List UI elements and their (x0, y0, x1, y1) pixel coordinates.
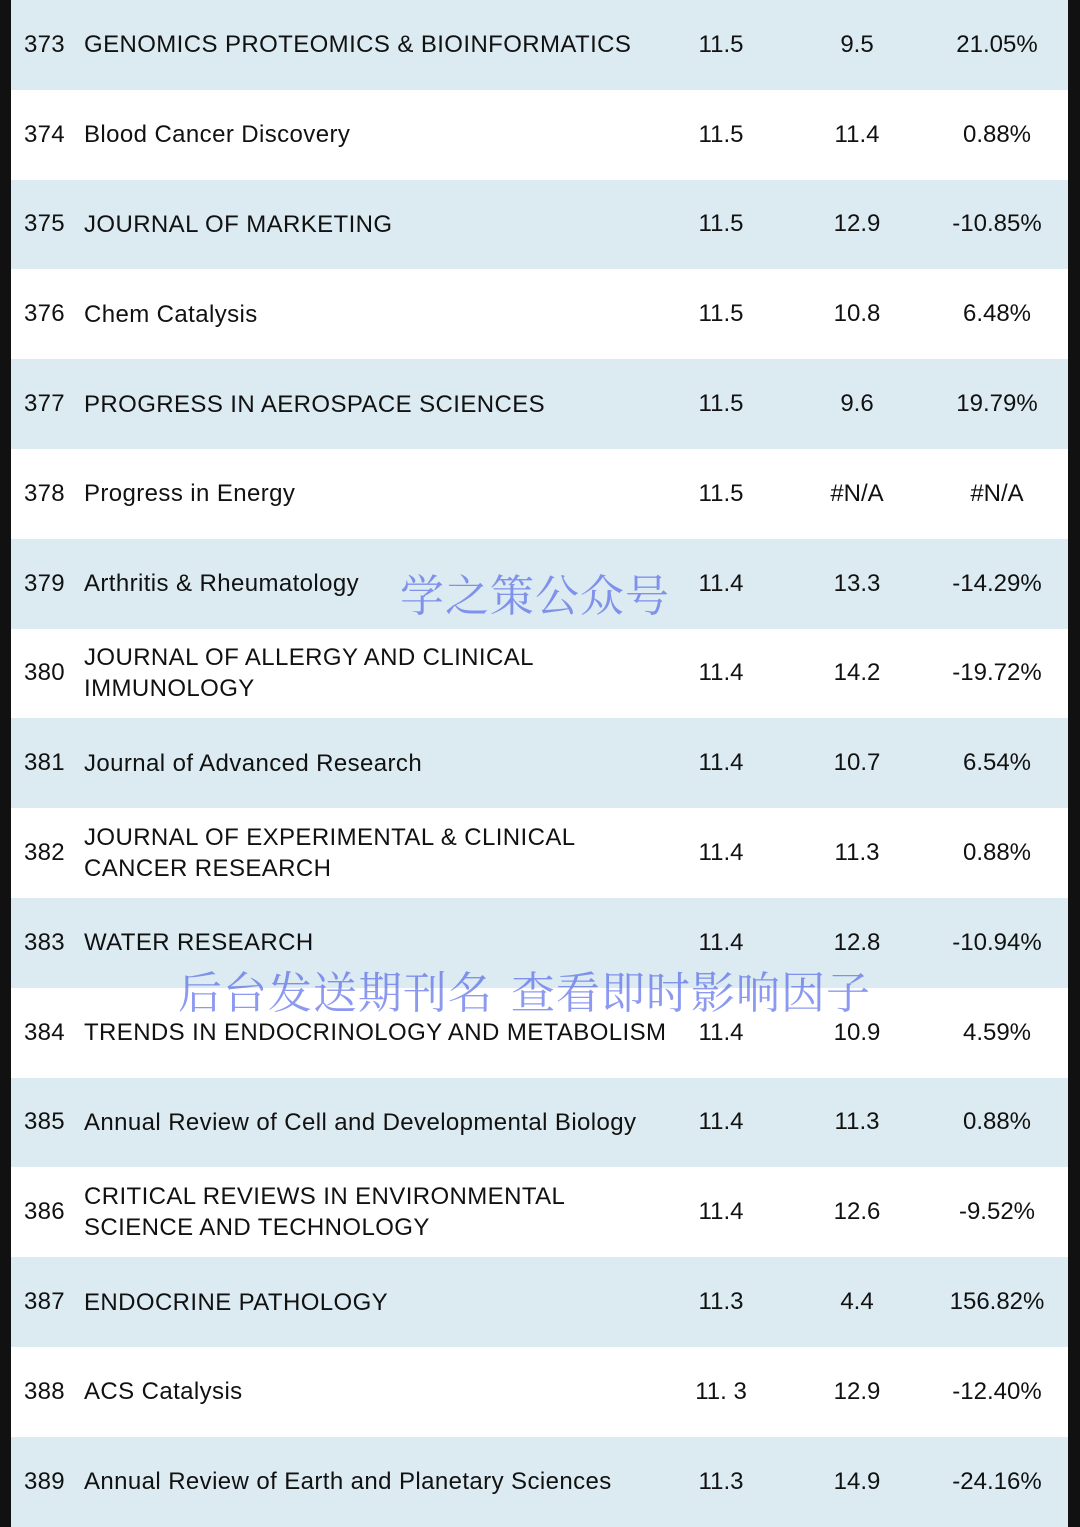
change-percent-cell: -14.29% (952, 569, 1042, 597)
impact-factor-current-cell: 11.3 (698, 1288, 744, 1316)
impact-factor-previous-cell: 11.4 (834, 120, 880, 148)
table-row (11, 269, 1068, 359)
impact-factor-current-cell: 11.5 (698, 120, 744, 148)
rank-cell: 373 (24, 30, 65, 58)
table-row (11, 1437, 1068, 1527)
impact-factor-current-cell: 11.4 (698, 569, 744, 597)
change-percent-cell: 21.05% (956, 30, 1038, 58)
journal-impact-factor-table (11, 0, 1068, 1527)
change-percent-cell: 6.48% (962, 300, 1032, 328)
rank-cell: 388 (24, 1377, 65, 1405)
rank-cell: 380 (24, 659, 65, 687)
impact-factor-previous-cell: 14.2 (833, 659, 881, 687)
journal-name-cell: ACS Catalysis (84, 1378, 243, 1406)
table-row (11, 1257, 1068, 1347)
rank-cell: 381 (24, 749, 65, 777)
table-row (11, 90, 1068, 180)
impact-factor-previous-cell: 13.3 (833, 569, 881, 597)
journal-name-cell: JOURNAL OF MARKETING (84, 210, 393, 238)
rank-cell: 376 (24, 300, 65, 328)
table-row (11, 718, 1068, 808)
impact-factor-previous-cell: 12.9 (833, 210, 881, 238)
table-row (11, 180, 1068, 270)
watermark-account: 学之策公众号 (400, 571, 670, 622)
impact-factor-current-cell: 11.4 (698, 928, 744, 956)
left-frame-edge (0, 0, 11, 1527)
journal-name-cell: Arthritis & Rheumatology (84, 570, 360, 598)
impact-factor-current-cell: 11.4 (698, 1018, 744, 1046)
journal-name-cell: TRENDS IN ENDOCRINOLOGY AND METABOLISM (84, 1019, 667, 1047)
table-row (11, 1078, 1068, 1168)
rank-cell: 386 (24, 1198, 65, 1226)
change-percent-cell: 0.88% (962, 1108, 1032, 1136)
journal-name-cell: PROGRESS IN AEROSPACE SCIENCES (84, 390, 546, 418)
table-row (11, 0, 1068, 90)
impact-factor-previous-cell: 9.6 (840, 390, 874, 418)
impact-factor-previous-cell: 9.5 (840, 30, 874, 58)
table-row (11, 359, 1068, 449)
rank-cell: 389 (24, 1467, 65, 1495)
change-percent-cell: 6.54% (962, 749, 1032, 777)
rank-cell: 387 (24, 1288, 65, 1316)
watermark-prompt (178, 957, 871, 1021)
rank-cell: 375 (24, 210, 65, 238)
impact-factor-current-cell: 11.4 (698, 839, 744, 867)
impact-factor-previous-cell: 12.8 (833, 928, 881, 956)
journal-name-cell: GENOMICS PROTEOMICS & BIOINFORMATICS (84, 31, 632, 59)
impact-factor-current-cell: 11. 3 (695, 1377, 747, 1405)
table-row (11, 1347, 1068, 1437)
journal-name-cell: ENDOCRINE PATHOLOGY (84, 1288, 389, 1316)
impact-factor-current-cell: 11.4 (698, 1108, 744, 1136)
impact-factor-previous-cell: 14.9 (833, 1467, 881, 1495)
rank-cell: 385 (24, 1108, 65, 1136)
watermark-prompt-part-b: 查看即时影响因子 (511, 968, 871, 1019)
rank-cell: 383 (24, 928, 65, 956)
rank-cell: 377 (24, 390, 65, 418)
change-percent-cell: -9.52% (958, 1198, 1036, 1226)
impact-factor-previous-cell: 10.7 (833, 749, 881, 777)
change-percent-cell: 0.88% (962, 120, 1032, 148)
rank-cell: 379 (24, 569, 65, 597)
journal-name-cell: Annual Review of Earth and Planetary Sciences (84, 1468, 612, 1496)
journal-name-cell: Annual Review of Cell and Developmental Biology (84, 1108, 637, 1136)
impact-factor-previous-cell: 12.6 (833, 1198, 881, 1226)
change-percent-cell: -24.16% (952, 1467, 1042, 1495)
impact-factor-previous-cell: 12.9 (833, 1377, 881, 1405)
impact-factor-previous-cell: 11.3 (834, 1108, 880, 1136)
impact-factor-previous-cell: 11.3 (834, 839, 880, 867)
impact-factor-current-cell: 11.5 (698, 479, 744, 507)
change-percent-cell: -19.72% (952, 659, 1042, 687)
table-row (11, 449, 1068, 539)
journal-name-cell: JOURNAL OF ALLERGY AND CLINICAL IMMUNOLOGY (84, 644, 533, 703)
change-percent-cell: #N/A (970, 479, 1024, 507)
impact-factor-current-cell: 11.4 (698, 659, 744, 687)
journal-name-cell: JOURNAL OF EXPERIMENTAL & CLINICAL CANCER RESEARCH (84, 824, 575, 883)
rank-cell: 384 (24, 1018, 65, 1046)
impact-factor-current-cell: 11.5 (698, 210, 744, 238)
impact-factor-previous-cell: 4.4 (840, 1288, 874, 1316)
change-percent-cell: -10.94% (952, 928, 1042, 956)
change-percent-cell: 156.82% (949, 1288, 1045, 1316)
table-row (11, 808, 1068, 898)
impact-factor-current-cell: 11.5 (698, 390, 744, 418)
journal-name-cell: Progress in Energy (84, 480, 296, 508)
journal-name-cell: CRITICAL REVIEWS IN ENVIRONMENTAL SCIENCE AND TECHNOLOGY (84, 1183, 565, 1242)
journal-name-cell: Journal of Advanced Research (84, 749, 423, 777)
rank-cell: 374 (24, 120, 65, 148)
rank-cell: 378 (24, 479, 65, 507)
right-frame-edge (1068, 0, 1080, 1527)
impact-factor-current-cell: 11.5 (698, 30, 744, 58)
change-percent-cell: 19.79% (956, 390, 1038, 418)
journal-name-cell: WATER RESEARCH (84, 929, 314, 957)
journal-name-cell: Chem Catalysis (84, 300, 258, 328)
impact-factor-current-cell: 11.4 (698, 1198, 744, 1226)
impact-factor-previous-cell: #N/A (830, 479, 884, 507)
table-row (11, 629, 1068, 719)
change-percent-cell: -10.85% (952, 210, 1042, 238)
rank-cell: 382 (24, 839, 65, 867)
change-percent-cell: 4.59% (962, 1018, 1032, 1046)
change-percent-cell: -12.40% (952, 1377, 1042, 1405)
change-percent-cell: 0.88% (962, 839, 1032, 867)
watermark-prompt-part-a: 后台发送期刊名 (178, 968, 493, 1019)
impact-factor-previous-cell: 10.8 (833, 300, 881, 328)
impact-factor-current-cell: 11.3 (698, 1467, 744, 1495)
impact-factor-current-cell: 11.4 (698, 749, 744, 777)
journal-name-cell: Blood Cancer Discovery (84, 121, 351, 149)
impact-factor-current-cell: 11.5 (698, 300, 744, 328)
impact-factor-previous-cell: 10.9 (833, 1018, 881, 1046)
table-row (11, 1167, 1068, 1257)
